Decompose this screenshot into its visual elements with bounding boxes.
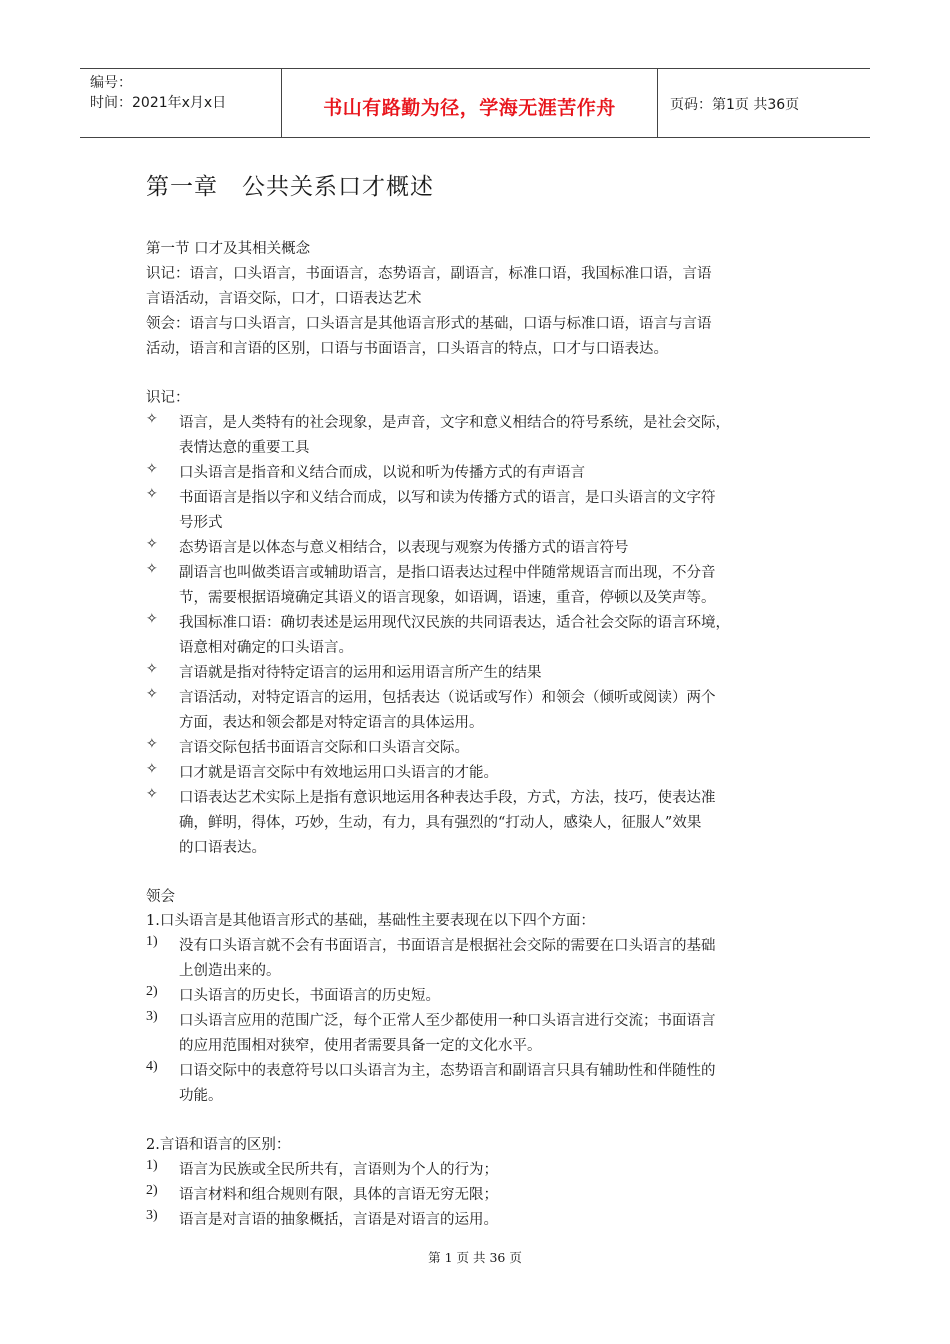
bullet-icon: ✧ (146, 661, 158, 677)
recall-item-line: 口语表达艺术实际上是指有意识地运用各种表达手段，方式，方法，技巧，使表达准 (179, 790, 716, 806)
list-number: 3) (146, 1208, 158, 1223)
list-number: 2) (146, 1183, 158, 1198)
bullet-icon: ✧ (146, 486, 158, 502)
list-number: 3) (146, 1009, 158, 1024)
list-item-line: 口头语言应用的范围广泛，每个正常人至少都使用一种口头语言进行交流；书面语言 (179, 1013, 716, 1029)
recall-heading: 识记： (146, 390, 190, 406)
list-item-line: 上创造出来的。 (179, 963, 281, 979)
understand-part1-title: 1.口头语言是其他语言形式的基础，基础性主要表现在以下四个方面： (146, 913, 595, 929)
understand-intro-line: 活动，语言和言语的区别，口语与书面语言，口头语言的特点，口才与口语表达。 (146, 341, 668, 357)
recall-item-line: 方面，表达和领会都是对特定语言的具体运用。 (179, 715, 484, 731)
list-number: 4) (146, 1059, 158, 1074)
bullet-icon: ✧ (146, 461, 158, 477)
recall-item-line: 书面语言是指以字和义结合而成，以写和读为传播方式的语言，是口头语言的文字符 (179, 490, 716, 506)
recall-item-line: 口才就是语言交际中有效地运用口头语言的才能。 (179, 765, 498, 781)
bullet-icon: ✧ (146, 736, 158, 752)
bullet-icon: ✧ (146, 561, 158, 577)
list-item-line: 的应用范围相对狭窄，使用者需要具备一定的文化水平。 (179, 1038, 542, 1054)
recall-item-line: 态势语言是以体态与意义相结合，以表现与观察为传播方式的语言符号 (179, 540, 629, 556)
recall-item-line: 确，鲜明，得体，巧妙，生动，有力，具有强烈的“打动人，感染人，征服人”效果 (179, 815, 702, 831)
recall-intro-line: 言语活动，言语交际，口才，口语表达艺术 (146, 291, 422, 307)
page-footer: 第 1 页 共 36 页 (428, 1250, 522, 1265)
header-motto: 书山有路勤为径，学海无涯苦作舟 (323, 97, 616, 119)
header-page-info: 页码：第1页 共36页 (670, 97, 800, 113)
page-header (80, 68, 870, 138)
recall-item-line: 言语就是指对待特定语言的运用和运用语言所产生的结果 (179, 665, 542, 681)
understand-heading: 领会 (146, 889, 175, 905)
list-number: 2) (146, 984, 158, 999)
recall-item-line: 节，需要根据语境确定其语义的语言现象，如语调，语速，重音，停顿以及笑声等。 (179, 590, 716, 606)
list-item-line: 语言材料和组合规则有限，具体的言语无穷无限； (179, 1187, 498, 1203)
recall-item-line: 我国标准口语：确切表述是运用现代汉民族的共同语表达，适合社会交际的语言环境， (179, 615, 730, 631)
list-item-line: 语言是对言语的抽象概括，言语是对语言的运用。 (179, 1212, 498, 1228)
bullet-icon: ✧ (146, 686, 158, 702)
understand-part2-title: 2.言语和语言的区别： (146, 1137, 291, 1153)
list-number: 1) (146, 1158, 158, 1173)
header-meta (80, 69, 282, 137)
list-item-line: 语言为民族或全民所共有，言语则为个人的行为； (179, 1162, 498, 1178)
list-item-line: 口语交际中的表意符号以口头语言为主，态势语言和副语言只具有辅助性和伴随性的 (179, 1063, 716, 1079)
recall-item-line: 号形式 (179, 515, 223, 531)
recall-item-line: 言语活动，对特定语言的运用，包括表达（说话或写作）和领会（倾听或阅读）两个 (179, 690, 716, 706)
recall-item-line: 副语言也叫做类语言或辅助语言，是指口语表达过程中伴随常规语言而出现，不分音 (179, 565, 716, 581)
list-number: 1) (146, 934, 158, 949)
bullet-icon: ✧ (146, 786, 158, 802)
section-title: 第一节 口才及其相关概念 (146, 241, 311, 257)
recall-item-line: 语言，是人类特有的社会现象，是声音，文字和意义相结合的符号系统，是社会交际， (179, 415, 730, 431)
recall-item-line: 言语交际包括书面语言交际和口头语言交际。 (179, 740, 469, 756)
recall-item-line: 语意相对确定的口头语言。 (179, 640, 353, 656)
header-number: 编号： (90, 75, 132, 91)
chapter-title: 第一章 公共关系口才概述 (146, 174, 434, 200)
bullet-icon: ✧ (146, 536, 158, 552)
bullet-icon: ✧ (146, 761, 158, 777)
recall-item-line: 的口语表达。 (179, 840, 266, 856)
recall-item-line: 口头语言是指音和义结合而成，以说和听为传播方式的有声语言 (179, 465, 585, 481)
list-item-line: 没有口头语言就不会有书面语言，书面语言是根据社会交际的需要在口头语言的基础 (179, 938, 716, 954)
bullet-icon: ✧ (146, 611, 158, 627)
list-item-line: 功能。 (179, 1088, 223, 1104)
recall-item-line: 表情达意的重要工具 (179, 440, 310, 456)
header-motto-cell (282, 69, 658, 137)
list-item-line: 口头语言的历史长，书面语言的历史短。 (179, 988, 440, 1004)
header-page-cell (658, 69, 870, 137)
bullet-icon: ✧ (146, 411, 158, 427)
understand-intro-line: 领会：语言与口头语言，口头语言是其他语言形式的基础，口语与标准口语，语言与言语 (146, 316, 712, 332)
recall-intro-line: 识记：语言，口头语言，书面语言，态势语言，副语言，标准口语，我国标准口语，言语 (146, 266, 712, 282)
header-date: 时间：2021年x月x日 (90, 95, 227, 111)
